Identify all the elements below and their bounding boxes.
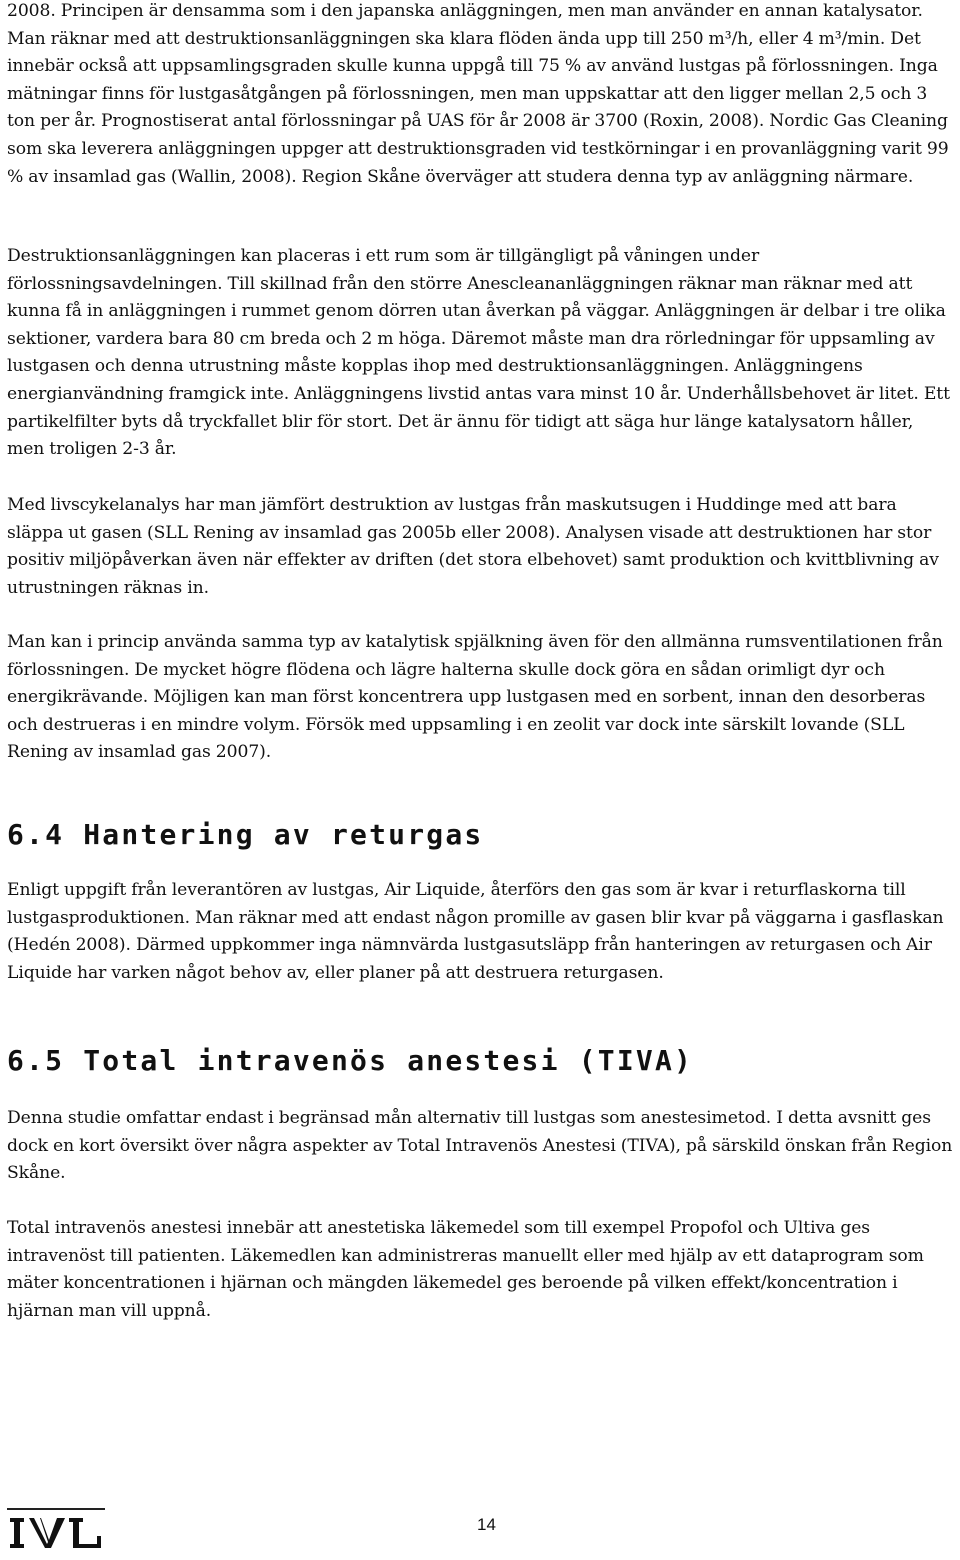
paragraph-tiva-description: Total intravenös anestesi innebär att anestetiska läkemedel som till exempel Propofol och Ultiva ges intravenöst till patienten. Läkemedlen kan administreras manuellt eller med hjälp av ett dataprogram som mäter koncentrationen i hjärnan och mängden läkemedel ges beroende på vilken effekt/koncentration i hjärnan man vill uppnå.	[7, 1218, 924, 1321]
paragraph-plant-placement: Destruktionsanläggningen kan placeras i ett rum som är tillgängligt på våningen under förlossningsavdelningen. Till skillnad från den större Anescleananläggningen räknar man räknar med att kunna få in anläggningen i rummet genom dörren utan åverkan på väggar. Anläggningen är delbar i tre olika sektioner, vardera bara 80 cm breda och 2 m höga. Däremot måste man dra rörledningar för uppsamling av lustgasen och denna utrustning måste kopplas ihop med destruktionsanläggningen. Anläggningens energianvändning framgick inte. Anläggningens livstid antas vara minst 10 år. Underhållsbehovet är litet. Ett partikelfilter byts då tryckfallet blir för stort. Det är ännu för tidigt att säga hur länge katalysatorn håller, men troligen 2-3 år.	[7, 246, 950, 460]
section-heading-returgas: 6.4 Hantering av returgas	[7, 818, 484, 851]
section-heading-tiva: 6.5 Total intravenös anestesi (TIVA)	[7, 1044, 694, 1077]
paragraph-lifecycle-analysis: Med livscykelanalys har man jämfört destruktion av lustgas från maskutsugen i Huddinge med att bara släppa ut gasen (SLL Rening av insamlad gas 2005b eller 2008). Analysen visade att destruktionen har stor positiv miljöpåverkan även när effekter av driften (det stora elbehovet) samt produktion och kvittblivning av utrustningen räknas in.	[7, 495, 939, 598]
ivl-logo	[7, 1512, 105, 1552]
page-number: 14	[477, 1515, 496, 1534]
paragraph-catalytic-plant: 2008. Principen är densamma som i den japanska anläggningen, men man använder en annan katalysator. Man räknar med att destruktionsanläggningen ska klara flöden ända upp till 250 m³/h, eller 4 m³/min. Det innebär också att uppsamlingsgraden skulle kunna uppgå till 75 % av använd lustgas på förlossningen. Inga mätningar finns för lustgasåtgången på förlossningen, men man uppskattar att den ligger mellan 2,5 och 3 ton per år. Prognostiserat antal förlossningar på UAS för år 2008 är 3700 (Roxin, 2008). Nordic Gas Cleaning som ska leverera anläggningen uppger att destruktionsgraden vid testkörningar i en provanläggning varit 99 % av insamlad gas (Wallin, 2008). Region Skåne överväger att studera denna typ av anläggning närmare.	[7, 1, 949, 187]
paragraph-return-gas: Enligt uppgift från leverantören av lustgas, Air Liquide, återförs den gas som är kvar i returflaskorna till lustgasproduktionen. Man räknar med att endast någon promille av gasen blir kvar på väggarna i gasflaskan (Hedén 2008). Därmed uppkommer inga nämnvärda lustgasutsläpp från hanteringen av returgasen och Air Liquide har varken något behov av, eller planer på att destruera returgasen.	[7, 880, 944, 983]
footer-rule	[7, 1508, 105, 1510]
paragraph-room-ventilation: Man kan i princip använda samma typ av katalytisk spjälkning även för den allmänna rumsventilationen från förlossningen. De mycket högre flödena och lägre halterna skulle dock göra en sådan orimligt dyr och energikrävande. Möjligen kan man först koncentrera upp lustgasen med en sorbent, innan den desorberas och destrueras i en mindre volym. Försök med uppsamling i en zeolit var dock inte särskilt lovande (SLL Rening av insamlad gas 2007).	[7, 632, 943, 763]
paragraph-tiva-intro: Denna studie omfattar endast i begränsad mån alternativ till lustgas som anestesimetod. I detta avsnitt ges dock en kort översikt över några aspekter av Total Intravenös Anestesi (TIVA), på särskild önskan från Region Skåne.	[7, 1108, 953, 1184]
